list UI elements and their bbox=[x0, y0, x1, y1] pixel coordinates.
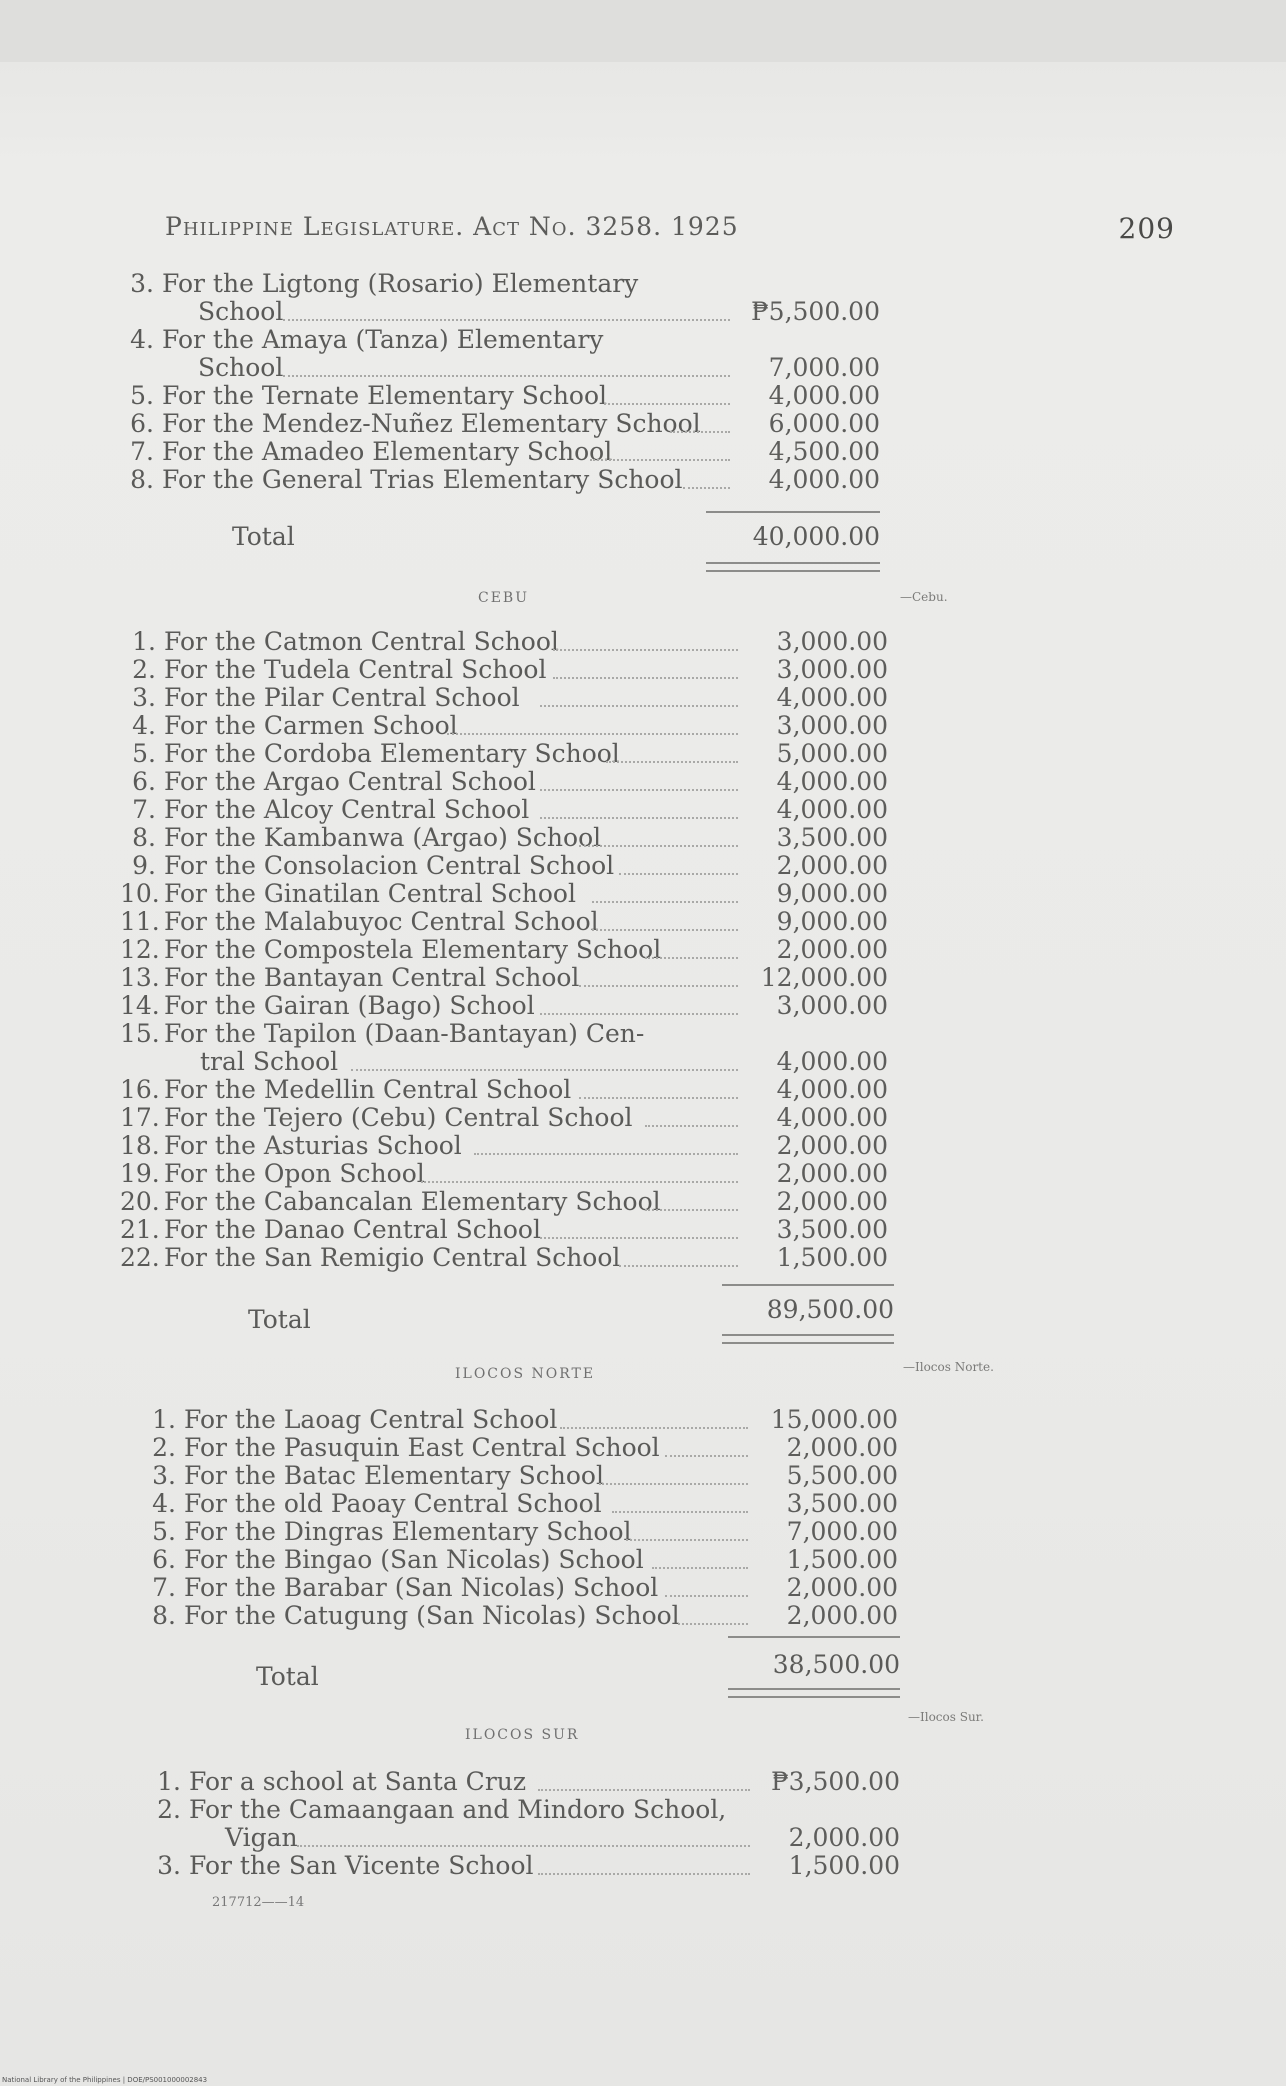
line-item bbox=[120, 1244, 888, 1272]
line-item bbox=[140, 1406, 898, 1434]
line-item bbox=[145, 1824, 900, 1852]
item-description: School bbox=[198, 353, 284, 382]
item-description: For the Argao Central School bbox=[164, 767, 536, 796]
item-description: For the old Paoay Central School bbox=[184, 1489, 602, 1518]
section-title-cebu: CEBU bbox=[478, 590, 530, 606]
dot-leader bbox=[283, 375, 730, 377]
line-item bbox=[120, 1216, 888, 1244]
dot-leader bbox=[538, 1873, 750, 1875]
item-description: For the Asturias School bbox=[164, 1131, 462, 1160]
line-item bbox=[120, 824, 888, 852]
printer-signature: 217712——14 bbox=[212, 1895, 305, 1910]
item-description: For the San Remigio Central School bbox=[164, 1243, 621, 1272]
line-item bbox=[120, 936, 888, 964]
line-item bbox=[140, 1518, 898, 1546]
item-number: 11. bbox=[120, 907, 160, 936]
section-title-ilocos-sur: ILOCOS SUR bbox=[465, 1727, 580, 1743]
line-item bbox=[120, 880, 888, 908]
item-number: 8. bbox=[152, 1601, 176, 1630]
line-item bbox=[120, 628, 888, 656]
item-number: 7. bbox=[132, 795, 156, 824]
section-cebu bbox=[120, 628, 888, 1272]
dot-leader bbox=[592, 929, 738, 931]
item-number: 13. bbox=[120, 963, 160, 992]
item-number: 1. bbox=[152, 1405, 176, 1434]
item-description: For the Kambanwa (Argao) School bbox=[164, 823, 602, 852]
line-item bbox=[145, 1852, 900, 1880]
dot-leader bbox=[645, 957, 738, 959]
item-number: 2. bbox=[157, 1795, 181, 1824]
dot-leader bbox=[538, 1789, 750, 1791]
dot-leader bbox=[474, 1153, 738, 1155]
item-amount: 4,000.00 bbox=[776, 1075, 888, 1104]
item-amount: 3,000.00 bbox=[776, 991, 888, 1020]
item-number: 9. bbox=[132, 851, 156, 880]
item-amount: 4,000.00 bbox=[776, 683, 888, 712]
line-item bbox=[120, 964, 888, 992]
item-number: 19. bbox=[120, 1159, 160, 1188]
margin-note-ilocos-sur: —Ilocos Sur. bbox=[908, 1710, 984, 1724]
item-amount: 7,000.00 bbox=[768, 353, 880, 382]
line-item bbox=[120, 908, 888, 936]
item-description: tral School bbox=[200, 1047, 339, 1076]
item-description: For the Malabuyoc Central School bbox=[164, 907, 599, 936]
item-description: For the General Trias Elementary School bbox=[162, 465, 683, 494]
line-item bbox=[140, 1546, 898, 1574]
item-amount: 2,000.00 bbox=[776, 851, 888, 880]
dot-leader bbox=[560, 1427, 748, 1429]
dot-leader bbox=[540, 789, 738, 791]
line-item bbox=[120, 656, 888, 684]
line-item bbox=[120, 1132, 888, 1160]
line-item bbox=[118, 438, 880, 466]
item-amount: 2,000.00 bbox=[776, 935, 888, 964]
item-amount: 2,000.00 bbox=[788, 1823, 900, 1852]
item-description: For the Danao Central School bbox=[164, 1215, 541, 1244]
margin-note-ilocos-norte: —Ilocos Norte. bbox=[903, 1360, 994, 1374]
item-amount: 1,500.00 bbox=[788, 1851, 900, 1880]
item-number: 4. bbox=[152, 1489, 176, 1518]
item-description: For a school at Santa Cruz bbox=[189, 1767, 527, 1796]
dot-leader bbox=[421, 1181, 738, 1183]
item-amount: 5,500.00 bbox=[786, 1461, 898, 1490]
item-description: For the Barabar (San Nicolas) School bbox=[184, 1573, 659, 1602]
item-amount: 6,000.00 bbox=[768, 409, 880, 438]
dot-leader bbox=[626, 1539, 748, 1541]
dot-leader bbox=[612, 1511, 748, 1513]
item-number: 15. bbox=[120, 1019, 160, 1048]
dot-leader bbox=[592, 901, 738, 903]
dot-leader bbox=[645, 1209, 738, 1211]
dot-leader bbox=[283, 319, 730, 321]
item-amount: 2,000.00 bbox=[786, 1433, 898, 1462]
item-description: For the Tapilon (Daan-Bantayan) Cen- bbox=[164, 1019, 645, 1048]
line-item bbox=[140, 1490, 898, 1518]
item-amount: 3,500.00 bbox=[776, 1215, 888, 1244]
item-number: 6. bbox=[130, 409, 154, 438]
item-description: For the San Vicente School bbox=[189, 1851, 534, 1880]
item-amount: 4,000.00 bbox=[768, 465, 880, 494]
item-number: 5. bbox=[130, 381, 154, 410]
subtotal-rule bbox=[728, 1636, 900, 1638]
item-number: 20. bbox=[120, 1187, 160, 1216]
margin-note-cebu: —Cebu. bbox=[900, 590, 948, 604]
dot-leader bbox=[351, 1069, 738, 1071]
item-amount: 9,000.00 bbox=[776, 907, 888, 936]
line-item bbox=[145, 1768, 900, 1796]
item-number: 6. bbox=[152, 1545, 176, 1574]
item-amount: 2,000.00 bbox=[776, 1187, 888, 1216]
dot-leader bbox=[553, 649, 738, 651]
item-description: For the Dingras Elementary School bbox=[184, 1517, 632, 1546]
item-amount: ₱5,500.00 bbox=[751, 297, 880, 326]
total-label-2: Total bbox=[248, 1305, 311, 1334]
subtotal-rule bbox=[722, 1284, 894, 1286]
item-number: 2. bbox=[152, 1433, 176, 1462]
item-description: For the Cordoba Elementary School bbox=[164, 739, 620, 768]
item-number: 4. bbox=[132, 711, 156, 740]
item-description: For the Amaya (Tanza) Elementary bbox=[162, 325, 604, 354]
item-description: For the Bingao (San Nicolas) School bbox=[184, 1545, 644, 1574]
item-description: For the Cabancalan Elementary School bbox=[164, 1187, 661, 1216]
item-amount: 4,500.00 bbox=[768, 437, 880, 466]
item-description: For the Ginatilan Central School bbox=[164, 879, 576, 908]
item-description: For the Gairan (Bago) School bbox=[164, 991, 535, 1020]
item-amount: 3,500.00 bbox=[776, 823, 888, 852]
item-description: For the Bantayan Central School bbox=[164, 963, 580, 992]
line-item bbox=[120, 1076, 888, 1104]
line-item bbox=[140, 1574, 898, 1602]
item-amount: 4,000.00 bbox=[776, 1047, 888, 1076]
item-amount: 4,000.00 bbox=[776, 795, 888, 824]
item-description: For the Opon School bbox=[164, 1159, 425, 1188]
section-ilocos-sur bbox=[145, 1768, 900, 1880]
item-amount: 4,000.00 bbox=[768, 381, 880, 410]
dot-leader bbox=[604, 403, 730, 405]
item-number: 3. bbox=[130, 269, 154, 298]
item-amount: 2,000.00 bbox=[776, 1159, 888, 1188]
line-item bbox=[120, 684, 888, 712]
line-item bbox=[140, 1434, 898, 1462]
total-double-rule bbox=[706, 562, 880, 572]
dot-leader bbox=[683, 487, 730, 489]
dot-leader bbox=[665, 1595, 748, 1597]
dot-leader bbox=[447, 733, 738, 735]
item-description: For the Tejero (Cebu) Central School bbox=[164, 1103, 633, 1132]
item-amount: 9,000.00 bbox=[776, 879, 888, 908]
item-amount: 3,000.00 bbox=[776, 655, 888, 684]
line-item bbox=[120, 852, 888, 880]
item-number: 3. bbox=[152, 1461, 176, 1490]
dot-leader bbox=[678, 1623, 748, 1625]
total-amount-1: 40,000.00 bbox=[752, 522, 880, 551]
item-number: 3. bbox=[132, 683, 156, 712]
line-item bbox=[118, 466, 880, 494]
item-number: 18. bbox=[120, 1131, 160, 1160]
item-description: For the Ternate Elementary School bbox=[162, 381, 608, 410]
line-item bbox=[120, 712, 888, 740]
item-description: For the Catmon Central School bbox=[164, 627, 559, 656]
item-description: For the Laoag Central School bbox=[184, 1405, 558, 1434]
item-number: 21. bbox=[120, 1215, 160, 1244]
item-amount: 15,000.00 bbox=[770, 1405, 898, 1434]
line-item bbox=[118, 354, 880, 382]
dot-leader bbox=[540, 817, 738, 819]
dot-leader bbox=[652, 1567, 748, 1569]
item-amount: 3,000.00 bbox=[776, 711, 888, 740]
dot-leader bbox=[645, 1125, 738, 1127]
item-description: For the Amadeo Elementary School bbox=[162, 437, 613, 466]
item-description: For the Mendez-Nuñez Elementary School bbox=[162, 409, 701, 438]
total-double-rule bbox=[728, 1688, 900, 1698]
line-item bbox=[120, 1048, 888, 1076]
dot-leader bbox=[540, 1237, 738, 1239]
item-number: 1. bbox=[132, 627, 156, 656]
item-number: 8. bbox=[130, 465, 154, 494]
scan-top-band bbox=[0, 0, 1286, 62]
line-item bbox=[118, 270, 880, 298]
subtotal-rule bbox=[706, 511, 880, 513]
running-header: Philippine Legislature. Act No. 3258. 1925 bbox=[165, 212, 739, 241]
item-number: 7. bbox=[152, 1573, 176, 1602]
item-amount: 5,000.00 bbox=[776, 739, 888, 768]
line-item bbox=[118, 410, 880, 438]
line-item bbox=[120, 1160, 888, 1188]
item-description: For the Carmen School bbox=[164, 711, 458, 740]
item-number: 22. bbox=[120, 1243, 160, 1272]
item-amount: 3,500.00 bbox=[786, 1489, 898, 1518]
dot-leader bbox=[297, 1845, 750, 1847]
line-item bbox=[140, 1602, 898, 1630]
item-description: For the Batac Elementary School bbox=[184, 1461, 604, 1490]
item-amount: 2,000.00 bbox=[786, 1573, 898, 1602]
item-number: 12. bbox=[120, 935, 160, 964]
line-item bbox=[118, 326, 880, 354]
dot-leader bbox=[579, 1097, 738, 1099]
dot-leader bbox=[553, 677, 738, 679]
line-item bbox=[145, 1796, 900, 1824]
total-double-rule bbox=[722, 1334, 894, 1344]
dot-leader bbox=[579, 845, 738, 847]
line-item bbox=[120, 1188, 888, 1216]
item-number: 10. bbox=[120, 879, 160, 908]
dot-leader bbox=[665, 1455, 748, 1457]
line-item bbox=[120, 796, 888, 824]
line-item bbox=[120, 992, 888, 1020]
dot-leader bbox=[670, 431, 730, 433]
item-number: 6. bbox=[132, 767, 156, 796]
item-amount: 7,000.00 bbox=[786, 1517, 898, 1546]
item-number: 16. bbox=[120, 1075, 160, 1104]
item-description: For the Medellin Central School bbox=[164, 1075, 572, 1104]
item-number: 4. bbox=[130, 325, 154, 354]
line-item bbox=[120, 740, 888, 768]
item-amount: 12,000.00 bbox=[760, 963, 888, 992]
item-number: 17. bbox=[120, 1103, 160, 1132]
item-number: 7. bbox=[130, 437, 154, 466]
item-number: 2. bbox=[132, 655, 156, 684]
item-amount: 4,000.00 bbox=[776, 1103, 888, 1132]
item-description: For the Tudela Central School bbox=[164, 655, 547, 684]
item-description: For the Catugung (San Nicolas) School bbox=[184, 1601, 680, 1630]
dot-leader bbox=[599, 1483, 748, 1485]
item-number: 14. bbox=[120, 991, 160, 1020]
page-number: 209 bbox=[1118, 212, 1175, 245]
dot-leader bbox=[540, 705, 738, 707]
item-description: For the Pasuquin East Central School bbox=[184, 1433, 660, 1462]
item-amount: 1,500.00 bbox=[786, 1545, 898, 1574]
section-ilocos-norte bbox=[140, 1406, 898, 1630]
item-amount: ₱3,500.00 bbox=[771, 1767, 900, 1796]
item-amount: 2,000.00 bbox=[776, 1131, 888, 1160]
dot-leader bbox=[540, 1013, 738, 1015]
item-number: 3. bbox=[157, 1851, 181, 1880]
item-description: Vigan bbox=[225, 1823, 298, 1852]
item-description: For the Alcoy Central School bbox=[164, 795, 530, 824]
total-label-1: Total bbox=[232, 522, 295, 551]
line-item bbox=[120, 1104, 888, 1132]
line-item bbox=[140, 1462, 898, 1490]
item-description: For the Pilar Central School bbox=[164, 683, 520, 712]
dot-leader bbox=[619, 873, 738, 875]
item-description: For the Compostela Elementary School bbox=[164, 935, 662, 964]
total-amount-2: 89,500.00 bbox=[766, 1295, 894, 1324]
dot-leader bbox=[590, 459, 730, 461]
dot-leader bbox=[579, 985, 738, 987]
item-amount: 2,000.00 bbox=[786, 1601, 898, 1630]
item-number: 8. bbox=[132, 823, 156, 852]
line-item bbox=[118, 298, 880, 326]
dot-leader bbox=[619, 1265, 738, 1267]
item-amount: 4,000.00 bbox=[776, 767, 888, 796]
dot-leader bbox=[606, 761, 738, 763]
total-amount-3: 38,500.00 bbox=[772, 1650, 900, 1679]
item-number: 5. bbox=[152, 1517, 176, 1546]
line-item bbox=[120, 1020, 888, 1048]
item-number: 1. bbox=[157, 1767, 181, 1796]
item-description: For the Consolacion Central School bbox=[164, 851, 615, 880]
item-description: School bbox=[198, 297, 284, 326]
item-amount: 1,500.00 bbox=[776, 1243, 888, 1272]
item-description: For the Ligtong (Rosario) Elementary bbox=[162, 269, 639, 298]
section-title-ilocos-norte: ILOCOS NORTE bbox=[455, 1366, 596, 1382]
section-continued bbox=[118, 270, 880, 494]
line-item bbox=[118, 382, 880, 410]
item-amount: 3,000.00 bbox=[776, 627, 888, 656]
item-number: 5. bbox=[132, 739, 156, 768]
total-label-3: Total bbox=[256, 1662, 319, 1691]
item-description: For the Camaangaan and Mindoro School, bbox=[189, 1795, 727, 1824]
line-item bbox=[120, 768, 888, 796]
scan-credit: National Library of the Philippines | DOE/PS001000002843 bbox=[2, 2076, 208, 2084]
